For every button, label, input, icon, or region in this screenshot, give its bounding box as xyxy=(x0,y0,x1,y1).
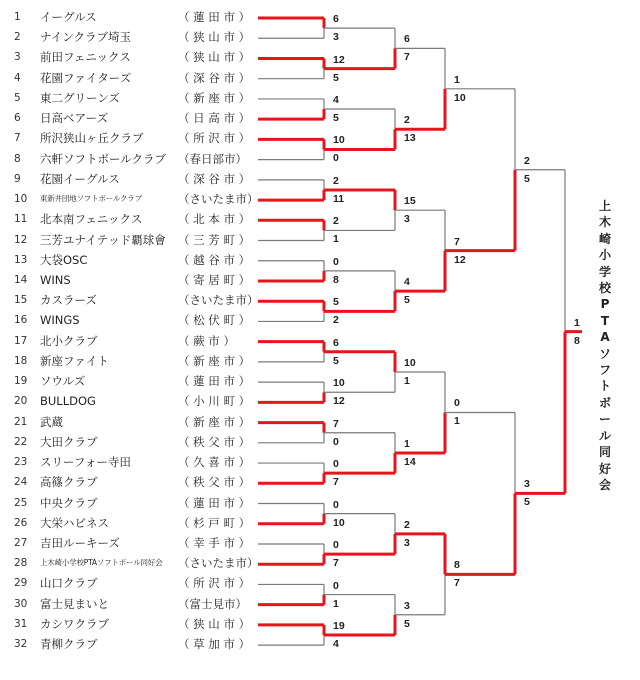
team-seed: 9 xyxy=(14,172,21,185)
team-city: （春日部市） xyxy=(178,151,247,166)
score-top: 8 xyxy=(454,559,460,572)
score-top: 7 xyxy=(333,417,339,430)
score-top: 7 xyxy=(454,235,460,248)
team-city: （ 蓮 田 市 ） xyxy=(178,374,251,389)
team-seed: 11 xyxy=(14,213,28,226)
team-seed: 31 xyxy=(14,617,28,630)
team-seed: 4 xyxy=(14,71,21,84)
score-top: 3 xyxy=(524,478,530,491)
team-name: 北本南フェニックス xyxy=(40,212,143,227)
team-name: 六軒ソフトボールクラブ xyxy=(40,151,167,166)
team-seed: 10 xyxy=(14,193,28,206)
team-seed: 24 xyxy=(14,476,28,489)
team-row xyxy=(0,353,260,369)
team-seed: 1 xyxy=(14,11,21,23)
score-top: 15 xyxy=(404,195,416,208)
score-bottom: 4 xyxy=(333,638,339,650)
score-bottom: 7 xyxy=(333,476,339,489)
team-city: （ 松 伏 町 ） xyxy=(178,313,251,328)
score-top: 2 xyxy=(524,154,530,167)
score-top: 2 xyxy=(404,518,410,531)
team-row xyxy=(0,232,260,248)
team-row xyxy=(0,535,260,551)
team-city: （さいたま市） xyxy=(178,293,259,308)
team-name: 花園イーグルス xyxy=(40,171,120,186)
team-city: （ 所 沢 市 ） xyxy=(178,131,251,146)
team-city: （ 寄 居 町 ） xyxy=(178,272,251,287)
team-seed: 30 xyxy=(14,597,28,610)
team-city: （さいたま市） xyxy=(178,192,259,207)
score-bottom: 3 xyxy=(404,536,410,549)
score-top: 5 xyxy=(333,296,339,309)
team-name: 山口クラブ xyxy=(40,576,98,591)
score-bottom: 5 xyxy=(333,112,339,125)
team-row xyxy=(0,9,260,25)
team-seed: 3 xyxy=(14,51,21,64)
score-top: 10 xyxy=(333,134,345,147)
score-bottom: 13 xyxy=(404,132,416,145)
team-seed: 13 xyxy=(14,253,28,266)
team-name: イーグルス xyxy=(40,10,97,24)
score-top: 19 xyxy=(333,620,345,632)
team-city: （ 蓮 田 市 ） xyxy=(178,10,251,24)
team-name: 北小クラブ xyxy=(40,333,98,348)
score-top: 10 xyxy=(404,357,416,370)
team-seed: 23 xyxy=(14,456,28,469)
team-city: （ 草 加 市 ） xyxy=(178,637,251,652)
score-top: 4 xyxy=(333,94,339,107)
team-name: 高篠クラブ xyxy=(40,475,98,490)
team-seed: 17 xyxy=(14,334,28,347)
team-seed: 15 xyxy=(14,294,28,307)
team-row xyxy=(0,252,260,268)
score-bottom: 1 xyxy=(333,233,339,246)
score-top: 12 xyxy=(333,53,345,66)
score-bottom: 8 xyxy=(574,334,580,347)
team-row xyxy=(0,454,260,470)
team-name: 所沢狭山ヶ丘クラブ xyxy=(40,131,144,146)
team-city: （ 蕨 市 ） xyxy=(178,333,235,348)
team-seed: 14 xyxy=(14,273,28,286)
team-city: （富士見市） xyxy=(178,596,247,611)
team-city: （ 秩 父 市 ） xyxy=(178,475,251,490)
score-bottom: 5 xyxy=(333,71,339,84)
score-top: 6 xyxy=(333,13,339,26)
team-seed: 18 xyxy=(14,354,28,367)
team-seed: 25 xyxy=(14,496,28,509)
team-city: （ 新 座 市 ） xyxy=(178,414,251,429)
team-row xyxy=(0,49,260,65)
team-seed: 26 xyxy=(14,516,28,529)
score-top: 3 xyxy=(404,599,410,612)
team-seed: 21 xyxy=(14,415,28,428)
team-row xyxy=(0,211,260,227)
team-name: 東二グリーンズ xyxy=(40,90,120,105)
team-row xyxy=(0,110,260,126)
team-row xyxy=(0,596,260,612)
score-bottom: 0 xyxy=(333,152,339,165)
team-city: （ 新 座 市 ） xyxy=(178,353,251,368)
team-city: （ 久 喜 市 ） xyxy=(178,455,251,470)
team-name: カシワクラブ xyxy=(40,616,109,631)
team-name: 武蔵 xyxy=(40,414,63,429)
team-name: ナインクラブ埼玉 xyxy=(40,30,131,45)
team-city: （ 狭 山 市 ） xyxy=(178,30,251,45)
team-seed: 27 xyxy=(14,536,28,549)
score-top: 0 xyxy=(333,579,339,592)
team-name: 大栄ハビネス xyxy=(40,515,109,530)
team-name: 三芳ユナイテッド覇球會 xyxy=(40,232,166,247)
team-city: （ 日 高 市 ） xyxy=(178,111,251,126)
team-name: 富士見まいと xyxy=(40,596,109,611)
team-seed: 8 xyxy=(14,152,21,165)
team-seed: 5 xyxy=(14,91,21,104)
team-seed: 20 xyxy=(14,395,28,408)
score-top: 10 xyxy=(333,377,345,390)
team-seed: 2 xyxy=(14,31,21,44)
team-name: 中央クラブ xyxy=(40,495,98,510)
score-top: 6 xyxy=(333,336,339,349)
team-name: 大田クラブ xyxy=(40,434,98,449)
team-row xyxy=(0,130,260,146)
team-seed: 32 xyxy=(14,638,28,651)
team-city: （ 三 芳 町 ） xyxy=(178,232,251,247)
team-seed: 29 xyxy=(14,577,28,590)
team-city: （ 小 川 町 ） xyxy=(178,394,251,409)
team-name: ソウルズ xyxy=(40,374,86,389)
score-bottom: 12 xyxy=(454,253,466,266)
team-name: 吉田ルーキーズ xyxy=(40,535,120,550)
score-bottom: 0 xyxy=(333,435,339,448)
team-row xyxy=(0,171,260,187)
team-row xyxy=(0,151,260,167)
score-top: 1 xyxy=(574,316,580,329)
team-seed: 6 xyxy=(14,112,21,125)
team-row xyxy=(0,414,260,430)
score-bottom: 5 xyxy=(404,617,410,630)
score-bottom: 10 xyxy=(333,516,345,529)
team-city: （ 幸 手 市 ） xyxy=(178,535,251,550)
score-top: 0 xyxy=(333,255,339,268)
score-top: 2 xyxy=(404,114,410,127)
score-bottom: 14 xyxy=(404,455,416,468)
score-bottom: 1 xyxy=(333,597,339,610)
score-top: 6 xyxy=(404,33,410,46)
team-name: BULLDOG xyxy=(40,394,96,409)
team-seed: 22 xyxy=(14,435,28,448)
score-bottom: 3 xyxy=(404,213,410,226)
score-bottom: 3 xyxy=(333,31,339,44)
team-name: 上木崎小学校PTAソフトボール同好会 xyxy=(40,558,163,568)
score-bottom: 7 xyxy=(404,51,410,64)
team-row xyxy=(0,616,260,632)
score-bottom: 12 xyxy=(333,395,345,408)
team-row xyxy=(0,515,260,531)
team-row xyxy=(0,636,260,652)
team-city: （ 杉 戸 町 ） xyxy=(178,515,251,530)
team-name: スリーフォー寺田 xyxy=(40,455,131,470)
team-name: WINS xyxy=(40,272,71,287)
team-name: 東新井団地ソフトボールクラブ xyxy=(40,194,142,204)
score-top: 1 xyxy=(454,73,460,86)
team-seed: 19 xyxy=(14,375,28,388)
team-row xyxy=(0,70,260,86)
score-top: 1 xyxy=(404,437,410,450)
team-city: （ 深 谷 市 ） xyxy=(178,171,251,186)
score-bottom: 7 xyxy=(333,557,339,570)
team-row xyxy=(0,312,260,328)
team-city: （ 北 本 市 ） xyxy=(178,212,251,227)
team-city: （ 秩 父 市 ） xyxy=(178,434,251,449)
score-top: 4 xyxy=(404,276,410,289)
team-city: （ 越 谷 市 ） xyxy=(178,252,251,267)
score-bottom: 7 xyxy=(454,577,460,590)
team-name: 大袋OSC xyxy=(40,252,88,267)
team-seed: 16 xyxy=(14,314,28,327)
team-row xyxy=(0,575,260,591)
score-top: 0 xyxy=(333,458,339,471)
team-row xyxy=(0,555,260,571)
score-top: 0 xyxy=(454,397,460,410)
team-seed: 28 xyxy=(14,557,28,570)
team-city: （ 所 沢 市 ） xyxy=(178,576,251,591)
team-row xyxy=(0,29,260,45)
score-bottom: 2 xyxy=(333,314,339,327)
team-name: WINGS xyxy=(40,313,80,328)
team-seed: 12 xyxy=(14,233,28,246)
team-name: 日高ベアーズ xyxy=(40,111,109,126)
team-row xyxy=(0,292,260,308)
team-name: カスラーズ xyxy=(40,293,97,308)
team-name: 花園ファイターズ xyxy=(40,70,132,85)
champion-label: 上木崎小学校PTAソフトボール同好会 xyxy=(598,199,611,492)
score-top: 0 xyxy=(333,539,339,552)
score-bottom: 5 xyxy=(404,294,410,307)
team-name: 新座ファイト xyxy=(40,353,109,368)
score-bottom: 1 xyxy=(454,415,460,428)
team-city: （さいたま市） xyxy=(178,556,259,571)
team-row xyxy=(0,90,260,106)
team-row xyxy=(0,272,260,288)
score-top: 2 xyxy=(333,174,339,187)
team-row xyxy=(0,191,260,207)
team-city: （ 新 座 市 ） xyxy=(178,90,251,105)
score-bottom: 5 xyxy=(333,354,339,367)
team-row xyxy=(0,373,260,389)
team-row xyxy=(0,474,260,490)
team-row xyxy=(0,393,260,409)
team-name: 前田フェニックス xyxy=(40,50,131,65)
team-row xyxy=(0,434,260,450)
score-bottom: 8 xyxy=(333,273,339,286)
team-row xyxy=(0,495,260,511)
team-city: （ 深 谷 市 ） xyxy=(178,70,251,85)
score-top: 0 xyxy=(333,498,339,511)
team-name: 青柳クラブ xyxy=(40,637,98,652)
team-city: （ 狭 山 市 ） xyxy=(178,50,251,65)
score-top: 2 xyxy=(333,215,339,228)
team-city: （ 蓮 田 市 ） xyxy=(178,495,251,510)
team-city: （ 狭 山 市 ） xyxy=(178,616,251,631)
score-bottom: 10 xyxy=(454,91,466,104)
score-bottom: 1 xyxy=(404,375,410,388)
team-seed: 7 xyxy=(14,132,21,145)
score-bottom: 11 xyxy=(333,192,345,205)
team-row xyxy=(0,333,260,349)
score-bottom: 5 xyxy=(524,496,530,509)
score-bottom: 5 xyxy=(524,172,530,185)
